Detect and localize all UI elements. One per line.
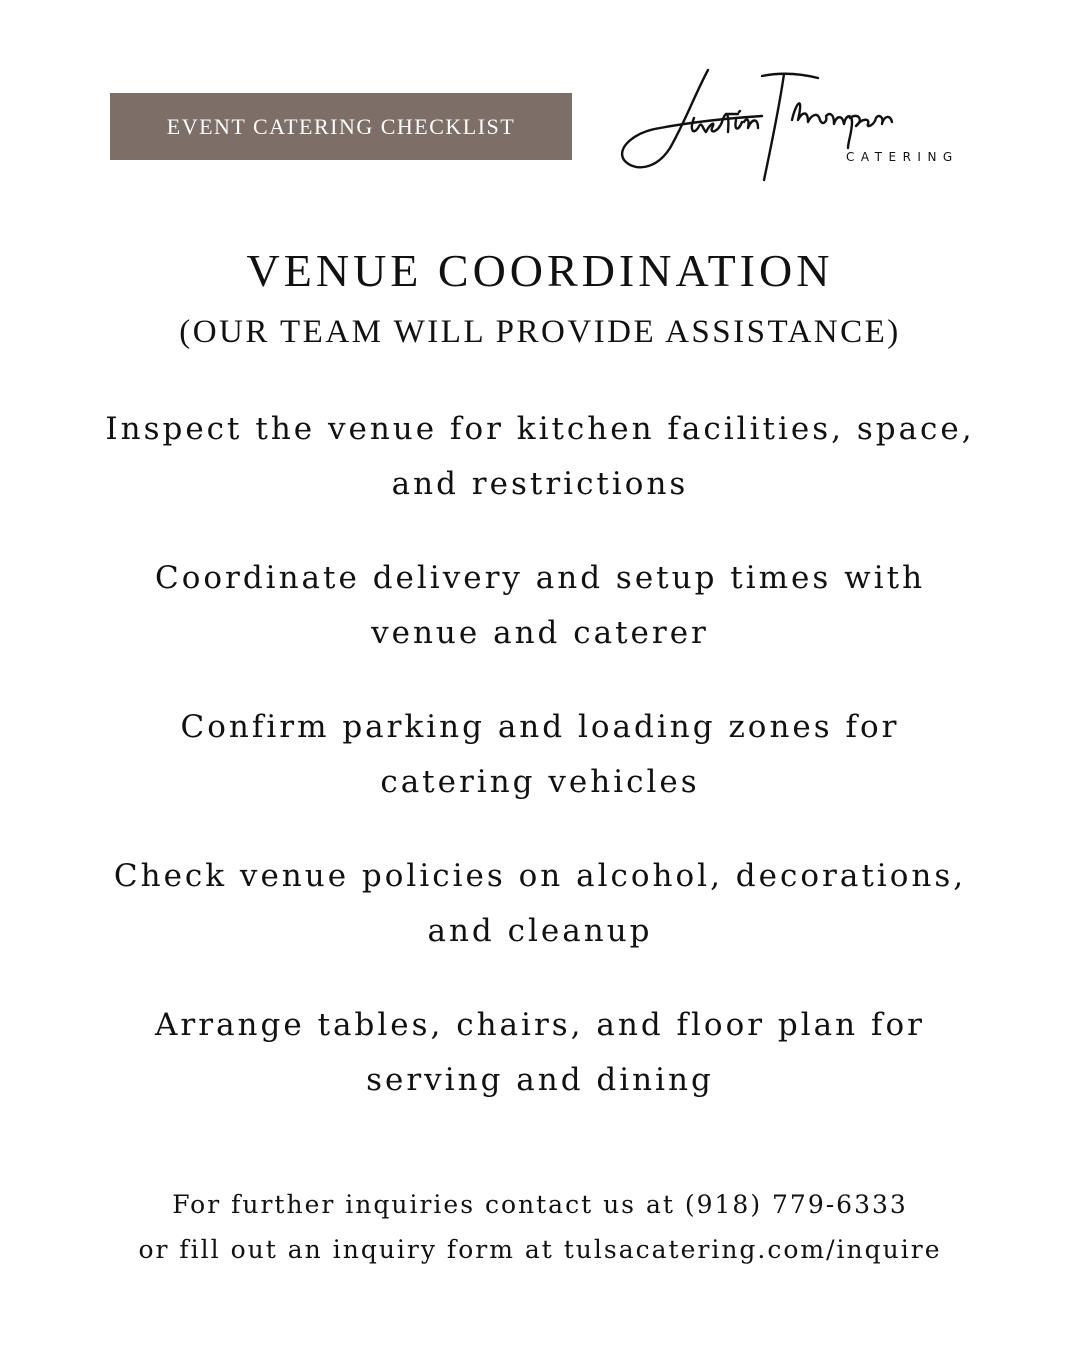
section-subtitle: (OUR TEAM WILL PROVIDE ASSISTANCE) <box>179 314 901 350</box>
checklist-item: Confirm parking and loading zones for catering vehicles <box>180 709 900 800</box>
checklist-item: Check venue policies on alcohol, decorations, and cleanup <box>113 858 967 949</box>
checklist-header-badge <box>110 93 572 160</box>
checklist-item: Coordinate delivery and setup times with venue and caterer <box>154 560 926 651</box>
checklist-item: Inspect the venue for kitchen facilities, space, and restrictions <box>105 411 975 502</box>
justin-thompson-signature-logo <box>612 62 972 192</box>
logo-subtitle: CATERING <box>846 150 959 164</box>
section-title: VENUE COORDINATION <box>246 245 834 296</box>
header-badge-label: EVENT CATERING CHECKLIST <box>166 113 516 139</box>
footer-contact-line: For further inquiries contact us at (918) 779-6333 <box>172 1190 908 1219</box>
footer-inquiry-line: or fill out an inquiry form at tulsacatering.com/inquire <box>138 1235 942 1264</box>
checklist <box>100 402 980 1147</box>
checklist-item: Arrange tables, chairs, and floor plan for serving and dining <box>155 1007 925 1098</box>
contact-footer <box>0 1182 1080 1272</box>
